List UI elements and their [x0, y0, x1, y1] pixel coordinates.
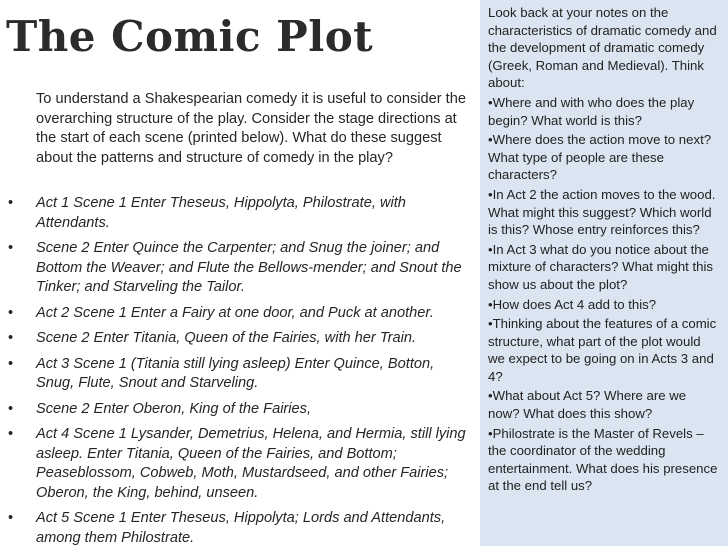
list-item	[0, 425, 476, 503]
list-item	[0, 239, 476, 298]
stage-direction-text: Scene 2 Enter Quince the Carpenter; and Snug the joiner; and Bottom the Weaver; and Flute the Bellows-mender; and Snout the Tinker; and Starveling the Tailor.	[36, 240, 462, 295]
list-item	[0, 194, 476, 233]
list-item	[0, 355, 476, 394]
sidebar-question: •Where and with who does the play begin? What world is this?	[488, 94, 695, 128]
stage-direction-text: Act 3 Scene 1 (Titania still lying asleep) Enter Quince, Botton, Snug, Flute, Snout and Starveling.	[36, 355, 435, 391]
stage-direction-text: Act 2 Scene 1 Enter a Fairy at one door, and Puck at another.	[36, 304, 434, 321]
bullet-icon: •	[8, 304, 14, 321]
list-item	[0, 400, 476, 420]
sidebar-question: •How does Act 4 add to this?	[488, 296, 657, 312]
stage-directions-list	[0, 194, 476, 554]
list-item	[0, 329, 476, 349]
stage-direction-text: Act 1 Scene 1 Enter Theseus, Hippolyta, Philostrate, with Attendants.	[36, 195, 406, 231]
sidebar-intro: Look back at your notes on the characteristics of dramatic comedy and the development of dramatic comedy (Greek, Roman and Medieval). Think about:	[488, 5, 717, 91]
stage-direction-text: Scene 2 Enter Titania, Queen of the Fairies, with her Train.	[36, 330, 417, 346]
sidebar-question: •In Act 3 what do you notice about the mixture of characters? What might this show us about the plot?	[488, 241, 713, 292]
list-item	[0, 509, 476, 548]
bullet-icon: •	[8, 240, 14, 256]
stage-direction-text: Act 5 Scene 1 Enter Theseus, Hippolyta; Lords and Attendants, among them Philostrate.	[36, 510, 446, 546]
bullet-icon: •	[8, 195, 14, 211]
stage-direction-text: Act 4 Scene 1 Lysander, Demetrius, Helena, and Hermia, still lying asleep. Enter Titania, Queen of the Fairies, and Bottom; Peaseblossom, Cobweb, Moth, Mustardseed, and other Fairies; Oberon, the King, behind, unseen.	[36, 426, 466, 501]
stage-direction-text: Scene 2 Enter Oberon, King of the Fairies,	[36, 400, 312, 417]
sidebar-question: •In Act 2 the action moves to the wood. What might this suggest? Which world is this? Whose entry reinforces this?	[488, 186, 716, 238]
bullet-icon: •	[8, 510, 14, 526]
discussion-sidebar	[480, 0, 728, 546]
bullet-icon: •	[8, 400, 14, 417]
intro-paragraph: To understand a Shakespearian comedy it is useful to consider the overarching structure of the play. Consider the stage directions at the start of each scene (printed below). What do these suggest about the patterns and structure of comedy in the play?	[36, 91, 466, 166]
sidebar-question: •Philostrate is the Master of Revels – the coordinator of the wedding entertainment. What does his presence at the end tell us?	[488, 425, 718, 494]
bullet-icon: •	[8, 355, 14, 372]
sidebar-question: •Thinking about the features of a comic structure, what part of the plot would we expect to be going on in Acts 3 and 4?	[488, 316, 717, 384]
sidebar-question: •What about Act 5? Where are we now? What does this show?	[488, 388, 687, 422]
list-item	[0, 304, 476, 324]
page-title: The Comic Plot	[6, 12, 374, 61]
bullet-icon: •	[8, 330, 14, 346]
bullet-icon: •	[8, 426, 14, 442]
sidebar-question: •Where does the action move to next? What type of people are these characters?	[488, 132, 712, 183]
